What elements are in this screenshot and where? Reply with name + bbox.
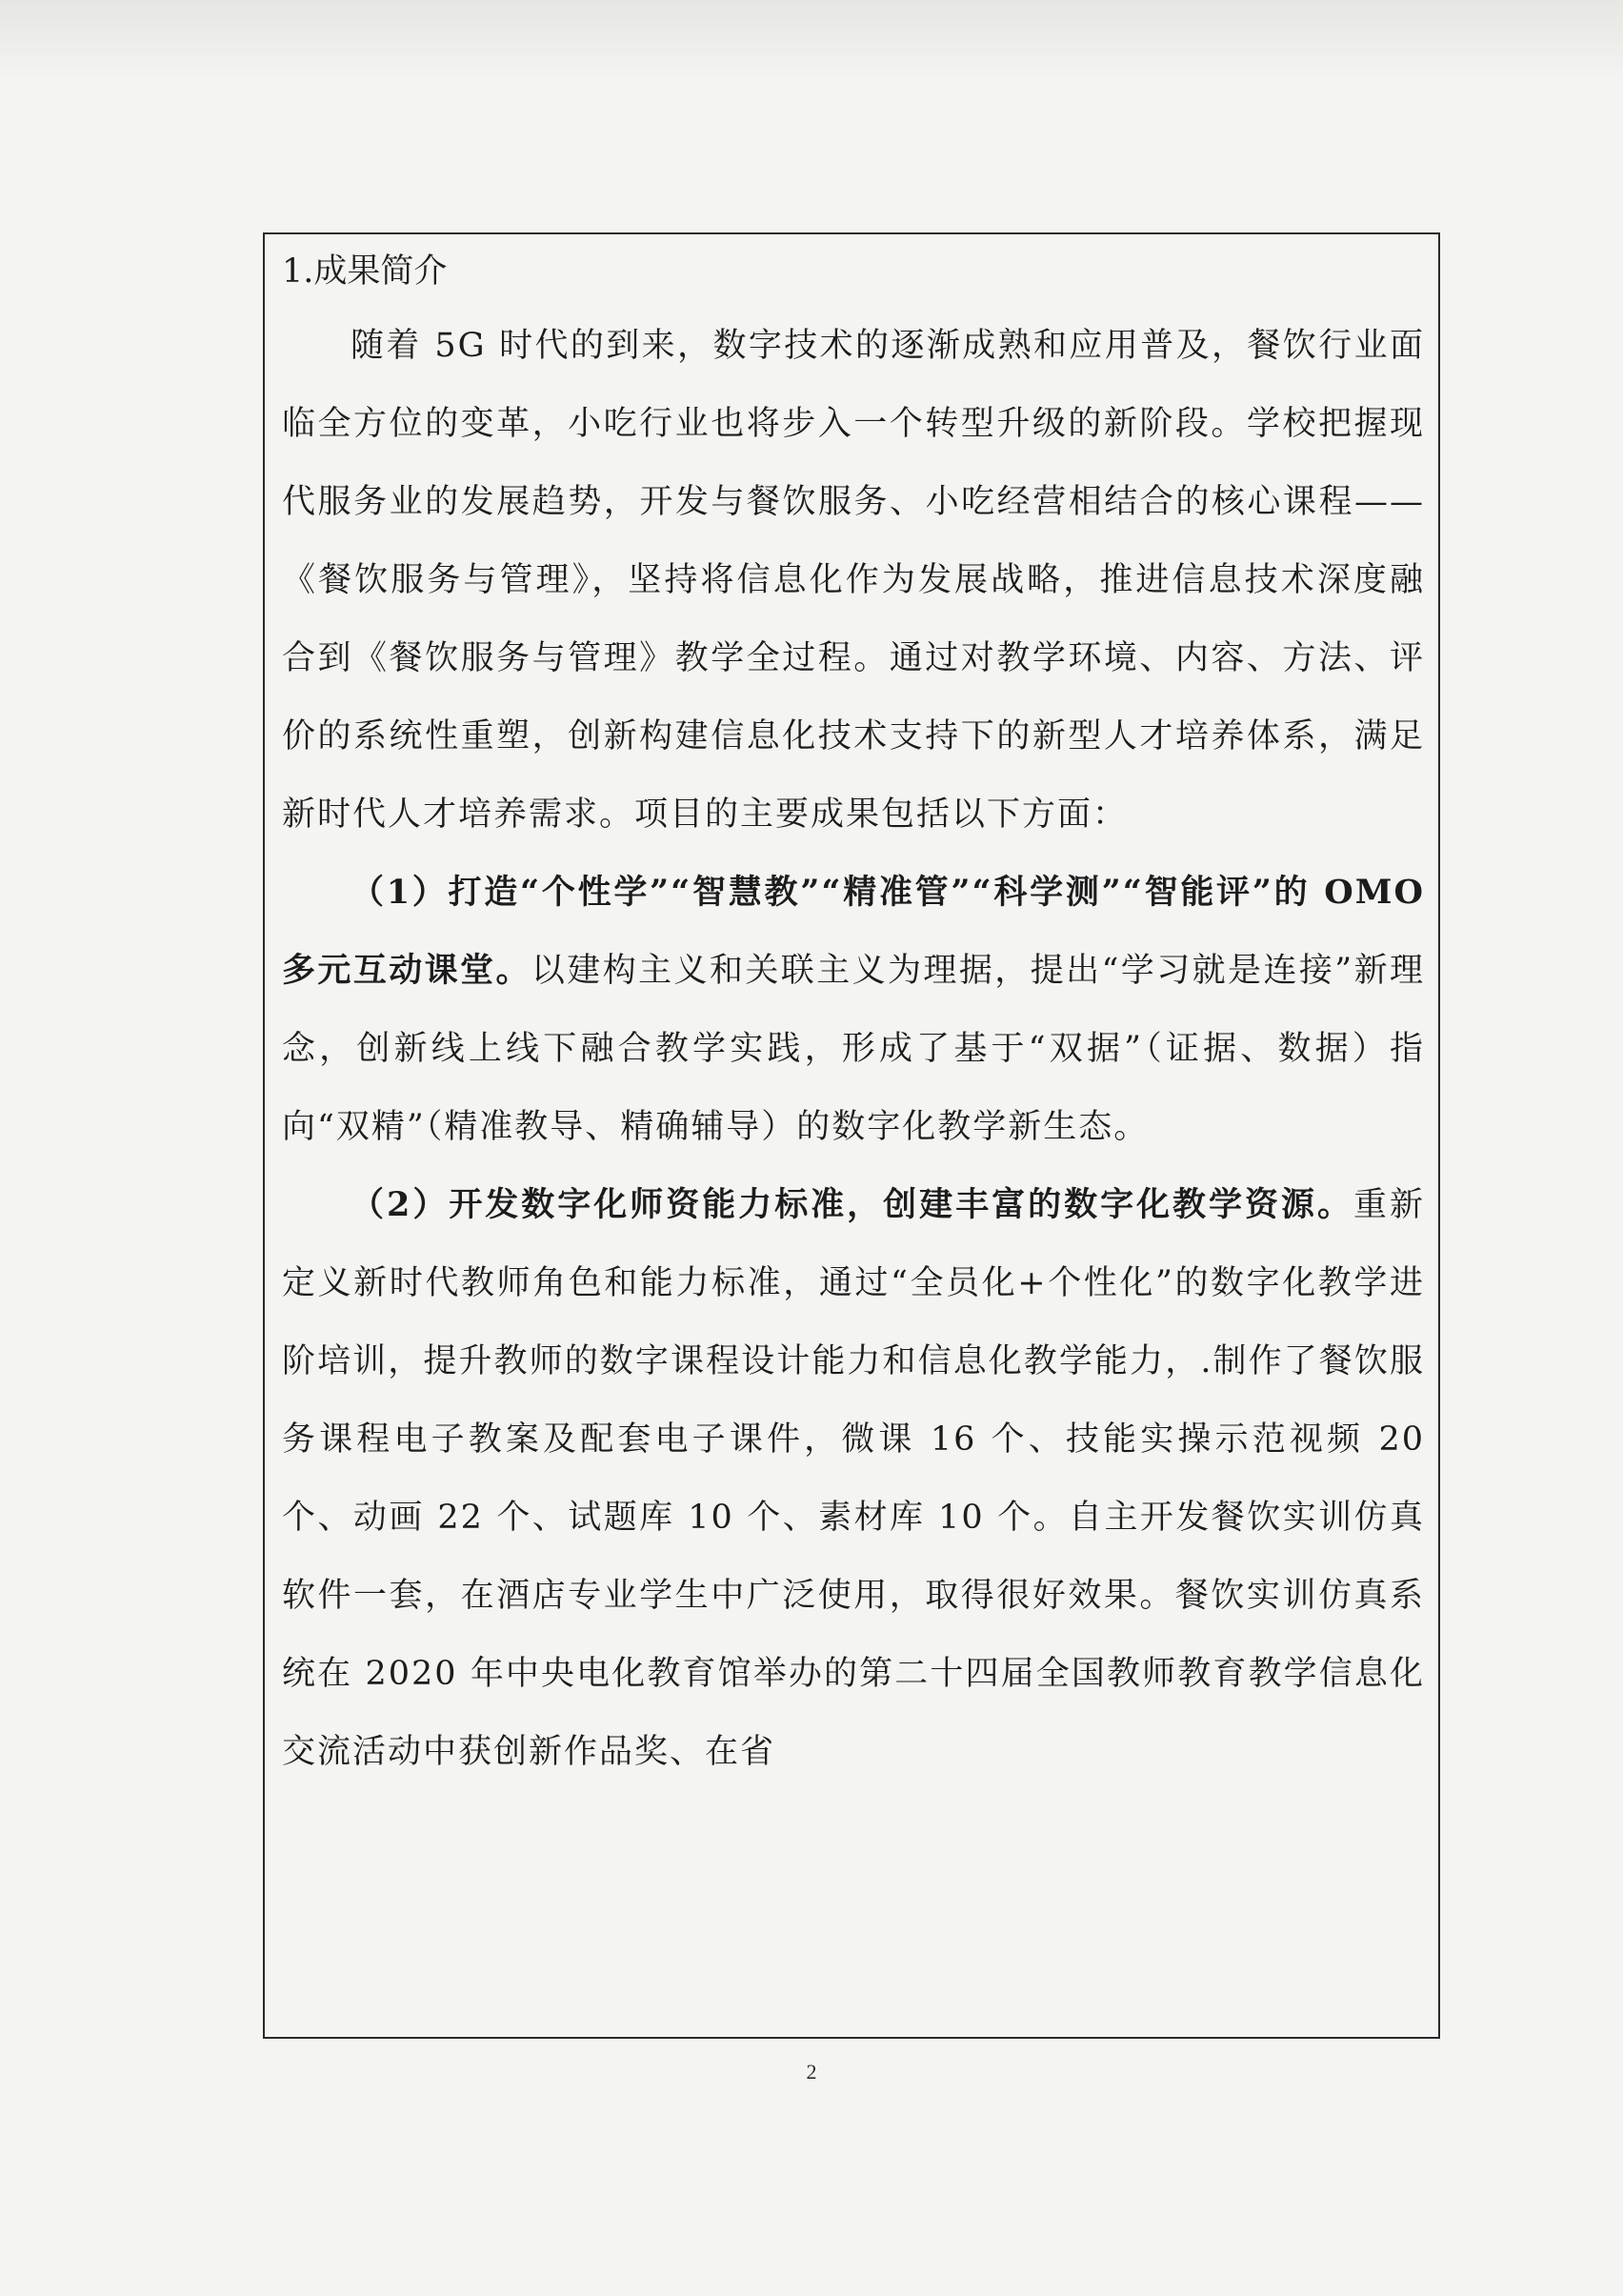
item-1-body: 以建构主义和关联主义为理据，提出“学习就是连接”新理念，创新线上线下融合教学实践，形成了基于“双据”（证据、数据）指向“双精”（精准教导、精确辅导）的数字化教学新生态。: [282, 952, 1425, 1146]
item-2-body: 重新定义新时代教师角色和能力标准，通过“全员化+个性化”的数字化教学进阶培训，提升教师的数字课程设计能力和信息化教学能力，.制作了餐饮服务课程电子教案及配套电子课件，微课 16 个、技能实操示范视频 20 个、动画 22 个、试题库 10 个、素材库 10 个。自主开发餐饮实训仿真软件一套，在酒店专业学生中广泛使用，取得很好效果。餐饮实训仿真系统在 2020 年中央电化教育馆举办的第二十四届全国教师教育教学信息化交流活动中获创新作品奖、在省: [282, 1186, 1425, 1771]
scan-shading: [0, 0, 1623, 86]
page-number: 2: [806, 2060, 817, 2084]
section-heading: 1.成果简介: [282, 252, 448, 291]
item-2-title: （2）开发数字化师资能力标准，创建丰富的数字化教学资源。: [351, 1185, 1353, 1224]
achievement-item-1: [282, 854, 1425, 1166]
intro-paragraph: 随着 5G 时代的到来，数字技术的逐渐成熟和应用普及，餐饮行业面临全方位的变革，小吃行业也将步入一个转型升级的新阶段。学校把握现代服务业的发展趋势，开发与餐饮服务、小吃经营相结合的核心课程——《餐饮服务与管理》，坚持将信息化作为发展战略，推进信息技术深度融合到《餐饮服务与管理》教学全过程。通过对教学环境、内容、方法、评价的系统性重塑，创新构建信息化技术支持下的新型人才培养体系，满足新时代人才培养需求。项目的主要成果包括以下方面：: [282, 327, 1425, 834]
achievement-item-2: [282, 1166, 1425, 1791]
document-body: [282, 246, 1425, 1791]
item-1-title: （1）打造“个性学”“智慧教”“精准管”“科学测”“智能评”的 OMO 多元互动课堂。: [282, 873, 1425, 990]
content-frame: [263, 232, 1440, 2039]
